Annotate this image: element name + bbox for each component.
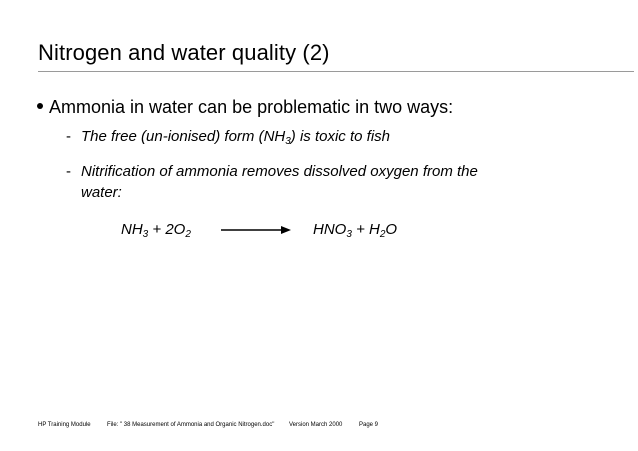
nitrification-text-line1: Nitrification of ammonia removes dissolved oxygen from the [81, 163, 478, 180]
nitrification-text-line2: water: [81, 184, 122, 201]
footer-page: Page 9 [359, 422, 379, 428]
toxic-text-start: The free (un-ionised) form (NH [81, 128, 286, 145]
reactant-nh-subscript: 3 [142, 229, 149, 240]
reactant-o-subscript: 2 [185, 229, 191, 240]
reaction-arrow-icon [221, 223, 291, 237]
reactant-o: + 2O [148, 221, 186, 238]
product-hno: HNO [313, 221, 347, 238]
slide-title: Nitrogen and water quality (2) [38, 40, 330, 65]
product-o: O [385, 221, 398, 238]
product-hno-subscript: 3 [346, 229, 352, 240]
equation-products [313, 220, 397, 240]
product-h-subscript: 2 [379, 229, 386, 240]
footer-version: Version March 2000 [289, 422, 343, 428]
sub-point-nitrification [66, 162, 478, 182]
equation-reactants [121, 220, 191, 240]
bullet-dot-icon [37, 103, 43, 109]
dash-marker: - [66, 163, 71, 180]
main-bullet [37, 96, 453, 118]
footer-file: File: " 38 Measurement of Ammonia and Organic Nitrogen.doc" [107, 422, 275, 428]
toxic-text-end: ) is toxic to fish [290, 128, 390, 145]
footer-module: HP Training Module [38, 422, 91, 428]
title-divider [38, 71, 634, 72]
main-bullet-text: Ammonia in water can be problematic in two ways: [49, 97, 454, 117]
nh3-subscript: 3 [285, 136, 291, 147]
sub-point-toxic-text [81, 128, 390, 145]
product-h: + H [351, 221, 380, 238]
dash-marker: - [66, 128, 71, 145]
reactant-nh: NH [121, 221, 143, 238]
sub-point-toxic [66, 127, 390, 147]
